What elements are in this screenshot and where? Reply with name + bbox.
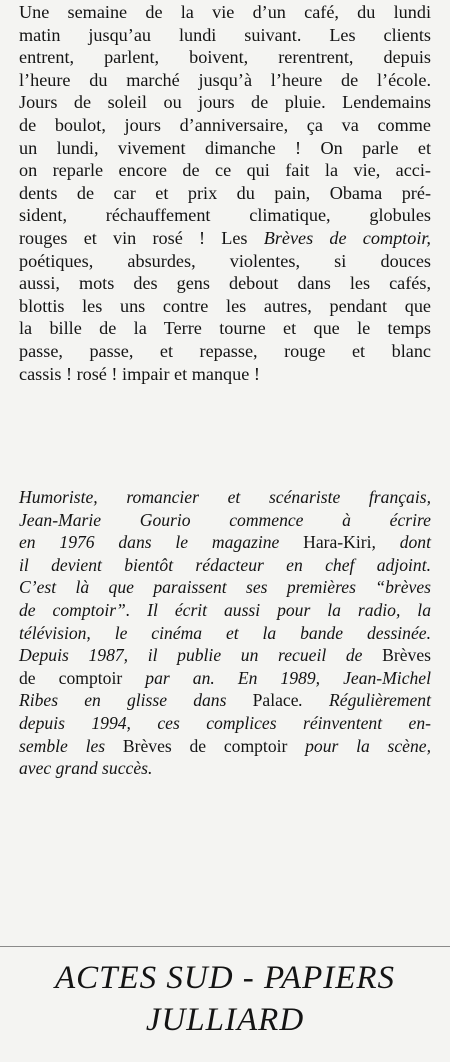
summary-line: l’heure du marché jusqu’à l’heure de l’école. [19, 69, 431, 90]
bio-text: Depuis 1987, il publie un recueil de [19, 645, 383, 666]
summary-line: passe, passe, et repasse, rouge et blanc [19, 340, 431, 361]
bio-line: il devient bientôt rédacteur en chef adjoint. [19, 554, 431, 575]
publisher-name-line2: JULLIARD [145, 1002, 305, 1038]
bio-text: . Régulièrement [298, 690, 431, 711]
play-title: Palace [252, 690, 299, 711]
summary-line: un lundi, vivement dimanche ! On parle et [19, 137, 431, 158]
bio-line: télévision, le cinéma et la bande dessinée. [19, 622, 431, 643]
bio-text: en 1976 dans le magazine [19, 532, 304, 553]
magazine-title: Hara-Kiri [303, 532, 372, 553]
summary-line: la bille de la Terre tourne et que le temps [19, 318, 431, 339]
divider-rule [0, 946, 450, 947]
bio-line: avec grand succès. [19, 758, 153, 779]
publisher-name-line1: ACTES SUD - PAPIERS [54, 960, 396, 996]
bio-line [19, 735, 431, 758]
summary-line: entrent, parlent, boivent, rerentrent, depuis [19, 47, 431, 68]
book-title-upright: Brèves de comptoir [122, 735, 288, 756]
bio-text: , dont [371, 532, 431, 553]
summary-line: poétiques, absurdes, violentes, si douces [19, 250, 431, 271]
bio-line: depuis 1994, ces complices réinventent en- [19, 712, 431, 733]
book-summary [19, 1, 431, 385]
summary-line: blottis les uns contre les autres, pendant que [19, 295, 431, 316]
bio-text: par an. En 1989, Jean-Michel [122, 667, 431, 688]
bio-line [19, 531, 431, 554]
bio-line: C’est là que paraissent ses premières “brèves [19, 577, 431, 598]
summary-line [19, 227, 431, 250]
summary-line: de boulot, jours d’anniversaire, ça va comme [19, 114, 431, 135]
bio-text: pour la scène, [287, 735, 431, 756]
bio-line: de comptoir”. Il écrit aussi pour la radio, la [19, 599, 431, 620]
bio-line: Jean-Marie Gourio commence à écrire [19, 509, 431, 530]
bio-line [19, 689, 431, 712]
summary-text: rouges et vin rosé ! Les [19, 227, 264, 248]
book-title-upright: Brèves [382, 645, 431, 666]
bio-line [19, 644, 431, 667]
summary-line: Une semaine de la vie d’un café, du lundi [19, 2, 431, 22]
bio-line: Humoriste, romancier et scénariste français, [19, 487, 431, 507]
bio-text: semble les [19, 735, 123, 756]
summary-line: aussi, mots des gens debout dans les cafés, [19, 273, 431, 294]
summary-line: matin jusqu’au lundi suivant. Les clients [19, 24, 431, 45]
bio-line [19, 667, 431, 690]
summary-line: dents de car et prix du pain, Obama pré- [19, 182, 431, 203]
book-title-upright: de comptoir [19, 667, 123, 688]
summary-line: cassis ! rosé ! impair et manque ! [19, 363, 260, 384]
summary-line: sident, réchauffement climatique, globules [19, 205, 431, 226]
summary-line: on reparle encore de ce qui fait la vie, acci- [19, 160, 431, 181]
book-title-italic: Brèves de comptoir, [263, 227, 431, 248]
bio-text: Ribes en glisse dans [19, 690, 253, 711]
author-bio [19, 486, 431, 780]
summary-line: Jours de soleil ou jours de pluie. Lendemains [19, 92, 431, 113]
